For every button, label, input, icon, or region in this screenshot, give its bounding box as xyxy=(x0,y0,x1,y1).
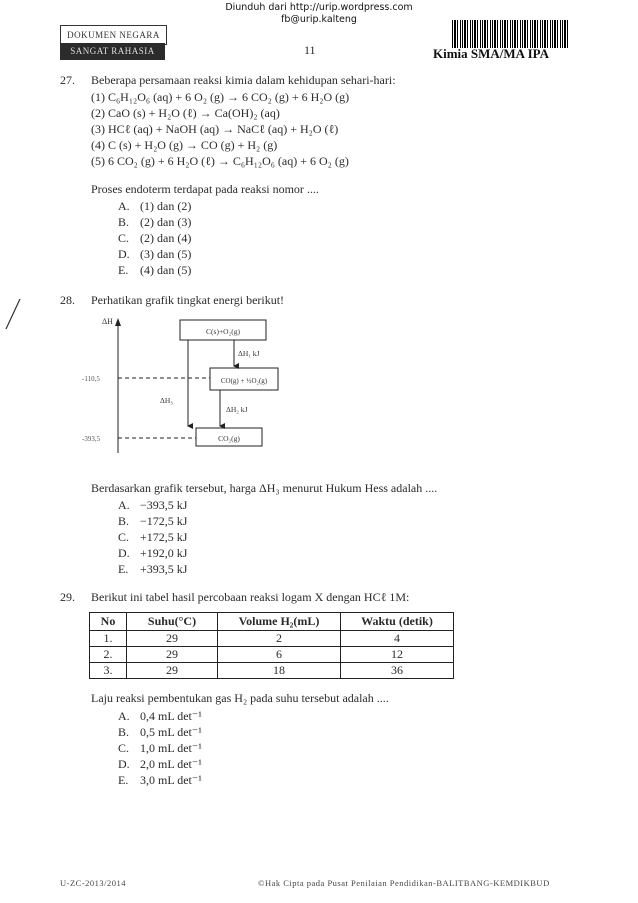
axis-label: ΔH xyxy=(102,317,113,326)
option-letter: D. xyxy=(118,247,130,261)
q27-reaction-5: (5) 6 CO₂ (g) + 6 H₂O (ℓ) → C₆H₁₂O₆ (aq) + 6 O₂ (g) xyxy=(91,154,349,168)
cell: 2 xyxy=(218,631,341,647)
cell: 29 xyxy=(127,647,218,663)
option-text: +192,0 kJ xyxy=(140,546,188,560)
option-text: 0,5 mL det⁻¹ xyxy=(140,725,202,739)
col-header-waktu: Waktu (detik) xyxy=(341,613,454,631)
cell: 29 xyxy=(127,631,218,647)
page-number: 11 xyxy=(304,43,316,57)
option-letter: B. xyxy=(118,514,130,528)
document-stamp-bottom: SANGAT RAHASIA xyxy=(60,43,165,60)
q27-reaction-3: (3) HCℓ (aq) + NaOH (aq) → NaCℓ (aq) + H₂O (ℓ) xyxy=(91,122,339,136)
option-text: (3) dan (5) xyxy=(140,247,192,261)
table-row xyxy=(90,663,454,679)
energy-level-diagram xyxy=(80,308,300,468)
q27-option-e[interactable] xyxy=(118,261,191,279)
option-text: +172,5 kJ xyxy=(140,530,188,544)
q28-number: 28. xyxy=(60,293,75,307)
cell: 1. xyxy=(90,631,127,647)
option-letter: D. xyxy=(118,757,130,771)
q27-number: 27. xyxy=(60,73,75,87)
q29-question: Laju reaksi pembentukan gas H₂ pada suhu tersebut adalah .... xyxy=(91,691,389,705)
barcode-icon xyxy=(452,20,570,48)
option-letter: B. xyxy=(118,215,130,229)
subject-title: Kimia SMA/MA IPA xyxy=(433,46,550,61)
option-letter: C. xyxy=(118,530,130,544)
level-top-label: C(s)+O₂(g) xyxy=(206,327,240,336)
q27-reaction-2: (2) CaO (s) + H₂O (ℓ) → Ca(OH)₂ (aq) xyxy=(91,106,280,120)
q29-prompt: Berikut ini tabel hasil percobaan reaksi logam X dengan HCℓ 1M: xyxy=(91,590,410,604)
q29-option-e[interactable] xyxy=(118,771,202,789)
cell: 36 xyxy=(341,663,454,679)
source-url: Diunduh dari http://urip.wordpress.com xyxy=(225,2,413,13)
option-text: 0,4 mL det⁻¹ xyxy=(140,709,202,723)
pen-mark xyxy=(0,295,30,335)
table-row xyxy=(90,647,454,663)
option-text: (2) dan (4) xyxy=(140,231,192,245)
value-mid: -110,5 xyxy=(82,375,100,383)
option-letter: B. xyxy=(118,725,130,739)
col-header-no: No xyxy=(90,613,127,631)
option-letter: E. xyxy=(118,773,129,787)
q29-number: 29. xyxy=(60,590,75,604)
arrow-h3-label: ΔH₃ xyxy=(160,396,173,405)
option-letter: D. xyxy=(118,546,130,560)
option-letter: A. xyxy=(118,199,130,213)
option-letter: A. xyxy=(118,498,130,512)
y-axis-arrow-icon xyxy=(115,318,121,326)
option-text: (4) dan (5) xyxy=(140,263,192,277)
option-letter: A. xyxy=(118,709,130,723)
q28-prompt: Perhatikan grafik tingkat energi berikut! xyxy=(91,293,285,307)
col-header-volume: Volume H₂(mL) xyxy=(218,613,341,631)
q27-prompt: Beberapa persamaan reaksi kimia dalam kehidupan sehari-hari: xyxy=(91,73,396,87)
q27-question: Proses endoterm terdapat pada reaksi nomor .... xyxy=(91,182,319,196)
option-text: (1) dan (2) xyxy=(140,199,192,213)
option-letter: E. xyxy=(118,562,129,576)
data-table xyxy=(89,612,454,679)
option-text: 1,0 mL det⁻¹ xyxy=(140,741,202,755)
footer-code: U-ZC-2013/2014 xyxy=(60,878,127,888)
cell: 2. xyxy=(90,647,127,663)
option-letter: C. xyxy=(118,231,130,245)
q28-option-e[interactable] xyxy=(118,560,187,578)
option-letter: E. xyxy=(118,263,129,277)
option-text: (2) dan (3) xyxy=(140,215,192,229)
source-fb: fb@urip.kalteng xyxy=(281,14,357,25)
cell: 6 xyxy=(218,647,341,663)
footer-copyright: ©Hak Cipta pada Pusat Penilaian Pendidikan-BALITBANG-KEMDIKBUD xyxy=(258,878,550,888)
option-text: +393,5 kJ xyxy=(140,562,188,576)
cell: 4 xyxy=(341,631,454,647)
q27-reaction-1: (1) C₆H₁₂O₆ (aq) + 6 O₂ (g) → 6 CO₂ (g) + 6 H₂O (g) xyxy=(91,90,350,104)
q27-reaction-4: (4) C (s) + H₂O (g) → CO (g) + H₂ (g) xyxy=(91,138,278,152)
table-header-row xyxy=(90,613,454,631)
cell: 29 xyxy=(127,663,218,679)
cell: 12 xyxy=(341,647,454,663)
level-mid-label: CO(g) + ½O₂(g) xyxy=(220,377,268,385)
option-text: −172,5 kJ xyxy=(140,514,188,528)
option-text: 2,0 mL det⁻¹ xyxy=(140,757,202,771)
option-text: 3,0 mL det⁻¹ xyxy=(140,773,202,787)
q28-question: Berdasarkan grafik tersebut, harga ΔH₃ menurut Hukum Hess adalah .... xyxy=(91,481,438,495)
option-letter: C. xyxy=(118,741,130,755)
arrow-h2-label: ΔH₂ kJ xyxy=(226,405,248,414)
arrow-h1-label: ΔH₁ kJ xyxy=(238,349,260,358)
table-row xyxy=(90,631,454,647)
value-bottom: -393,5 xyxy=(82,435,101,443)
col-header-suhu: Suhu(°C) xyxy=(127,613,218,631)
level-bottom-label: CO₂(g) xyxy=(218,434,240,443)
cell: 18 xyxy=(218,663,341,679)
cell: 3. xyxy=(90,663,127,679)
option-text: −393,5 kJ xyxy=(140,498,188,512)
document-stamp-top: DOKUMEN NEGARA xyxy=(60,25,167,45)
